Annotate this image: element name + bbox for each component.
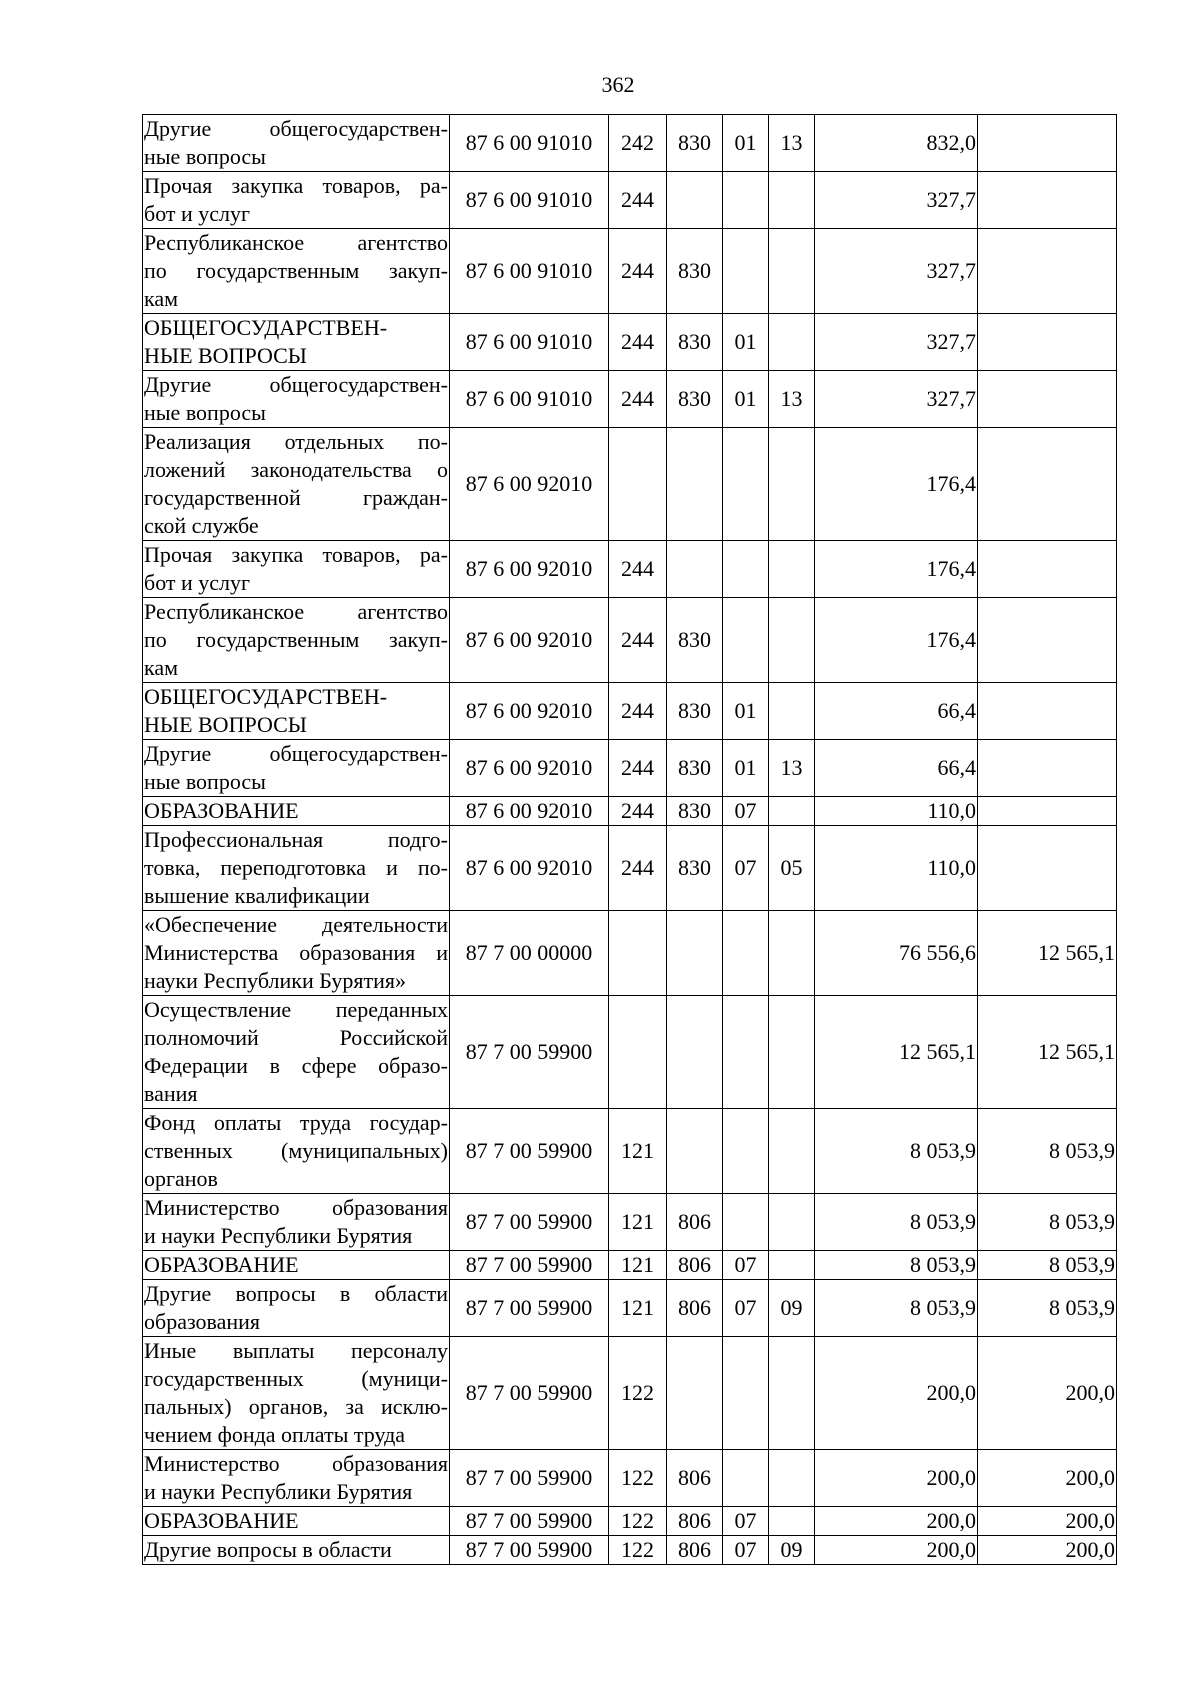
- item-name-line: и науки Республики Бурятия: [144, 1223, 413, 1248]
- administrator-cell: 830: [667, 371, 723, 428]
- item-name-line: ской службе: [144, 513, 259, 538]
- target-article-cell: 87 7 00 59900: [450, 1251, 609, 1280]
- table-row: [143, 1280, 1117, 1337]
- target-article-cell: 87 6 00 92010: [450, 740, 609, 797]
- item-name-line: органов: [144, 1166, 218, 1191]
- amount-cell: 8 053,9: [815, 1280, 978, 1337]
- subsection-cell: [769, 1450, 815, 1507]
- item-name-cell: [143, 911, 450, 996]
- item-name-cell: [143, 1507, 450, 1536]
- table-row: [143, 314, 1117, 371]
- administrator-cell: [667, 541, 723, 598]
- administrator-cell: 806: [667, 1536, 723, 1565]
- administrator-cell: [667, 172, 723, 229]
- item-name-line: Профессиональная подго-: [144, 827, 448, 852]
- subsection-cell: [769, 1251, 815, 1280]
- target-article-cell: 87 6 00 92010: [450, 797, 609, 826]
- budget-table: [142, 114, 1117, 1565]
- item-name-line: НЫЕ ВОПРОСЫ: [144, 712, 307, 737]
- item-name-cell: [143, 1194, 450, 1251]
- section-cell: 01: [723, 683, 769, 740]
- expense-type-cell: 244: [609, 541, 667, 598]
- target-article-cell: 87 6 00 92010: [450, 826, 609, 911]
- item-name-line: государственной граждан-: [144, 485, 448, 510]
- subsection-cell: 13: [769, 371, 815, 428]
- administrator-cell: 806: [667, 1251, 723, 1280]
- subsection-cell: [769, 541, 815, 598]
- item-name-cell: [143, 740, 450, 797]
- expense-type-cell: 244: [609, 683, 667, 740]
- subvention-amount-cell: 200,0: [978, 1507, 1117, 1536]
- subsection-cell: [769, 1337, 815, 1450]
- amount-cell: 66,4: [815, 740, 978, 797]
- administrator-cell: 830: [667, 683, 723, 740]
- subvention-amount-cell: 200,0: [978, 1450, 1117, 1507]
- section-cell: 07: [723, 797, 769, 826]
- expense-type-cell: 121: [609, 1109, 667, 1194]
- item-name-cell: [143, 1251, 450, 1280]
- subsection-cell: [769, 683, 815, 740]
- amount-cell: 200,0: [815, 1337, 978, 1450]
- administrator-cell: 830: [667, 314, 723, 371]
- subvention-amount-cell: 12 565,1: [978, 911, 1117, 996]
- administrator-cell: 830: [667, 797, 723, 826]
- item-name-line: ные вопросы: [144, 769, 266, 794]
- item-name-cell: [143, 1109, 450, 1194]
- item-name-line: по государственным закуп-: [144, 258, 448, 283]
- amount-cell: 12 565,1: [815, 996, 978, 1109]
- section-cell: [723, 172, 769, 229]
- item-name-cell: [143, 826, 450, 911]
- subsection-cell: [769, 797, 815, 826]
- subvention-amount-cell: 200,0: [978, 1337, 1117, 1450]
- target-article-cell: 87 7 00 59900: [450, 1109, 609, 1194]
- table-row: [143, 683, 1117, 740]
- table-body: [143, 115, 1117, 1565]
- section-cell: 07: [723, 1507, 769, 1536]
- item-name-line: образования: [144, 1309, 261, 1334]
- subsection-cell: [769, 1109, 815, 1194]
- expense-type-cell: 121: [609, 1194, 667, 1251]
- item-name-line: ОБРАЗОВАНИЕ: [144, 1252, 299, 1277]
- subsection-cell: 13: [769, 115, 815, 172]
- administrator-cell: 830: [667, 115, 723, 172]
- item-name-line: ОБРАЗОВАНИЕ: [144, 798, 299, 823]
- table-row: [143, 1109, 1117, 1194]
- section-cell: 01: [723, 314, 769, 371]
- expense-type-cell: 244: [609, 797, 667, 826]
- amount-cell: 327,7: [815, 371, 978, 428]
- table-row: [143, 541, 1117, 598]
- subsection-cell: [769, 229, 815, 314]
- subsection-cell: 13: [769, 740, 815, 797]
- expense-type-cell: [609, 428, 667, 541]
- administrator-cell: 806: [667, 1450, 723, 1507]
- target-article-cell: 87 6 00 91010: [450, 229, 609, 314]
- administrator-cell: 830: [667, 598, 723, 683]
- item-name-cell: [143, 598, 450, 683]
- subsection-cell: [769, 314, 815, 371]
- target-article-cell: 87 7 00 59900: [450, 1450, 609, 1507]
- item-name-line: Министерства образования и: [144, 940, 448, 965]
- target-article-cell: 87 7 00 59900: [450, 1507, 609, 1536]
- item-name-line: вания: [144, 1081, 198, 1106]
- item-name-cell: [143, 1280, 450, 1337]
- section-cell: [723, 1194, 769, 1251]
- item-name-line: Реализация отдельных по-: [144, 429, 448, 454]
- item-name-line: государственных (муници-: [144, 1366, 448, 1391]
- subvention-amount-cell: [978, 172, 1117, 229]
- amount-cell: 176,4: [815, 598, 978, 683]
- item-name-line: ственных (муниципальных): [144, 1138, 448, 1163]
- amount-cell: 8 053,9: [815, 1109, 978, 1194]
- item-name-cell: [143, 996, 450, 1109]
- item-name-line: полномочий Российской: [144, 1025, 448, 1050]
- item-name-cell: [143, 229, 450, 314]
- target-article-cell: 87 7 00 59900: [450, 1194, 609, 1251]
- subvention-amount-cell: 200,0: [978, 1536, 1117, 1565]
- target-article-cell: 87 6 00 92010: [450, 541, 609, 598]
- section-cell: [723, 911, 769, 996]
- item-name-cell: [143, 1450, 450, 1507]
- item-name-line: Федерации в сфере образо-: [144, 1053, 448, 1078]
- subsection-cell: [769, 1507, 815, 1536]
- subvention-amount-cell: 8 053,9: [978, 1280, 1117, 1337]
- item-name-line: бот и услуг: [144, 201, 251, 226]
- target-article-cell: 87 7 00 00000: [450, 911, 609, 996]
- target-article-cell: 87 6 00 91010: [450, 371, 609, 428]
- item-name-line: Другие вопросы в области: [144, 1281, 448, 1306]
- table-row: [143, 598, 1117, 683]
- subsection-cell: [769, 911, 815, 996]
- item-name-line: товка, переподготовка и по-: [144, 855, 448, 880]
- item-name-line: Прочая закупка товаров, ра-: [144, 542, 448, 567]
- item-name-line: ные вопросы: [144, 400, 266, 425]
- amount-cell: 832,0: [815, 115, 978, 172]
- target-article-cell: 87 6 00 92010: [450, 598, 609, 683]
- item-name-line: Другие вопросы в области: [144, 1537, 392, 1562]
- section-cell: 07: [723, 1536, 769, 1565]
- item-name-line: Прочая закупка товаров, ра-: [144, 173, 448, 198]
- section-cell: [723, 1109, 769, 1194]
- amount-cell: 327,7: [815, 172, 978, 229]
- section-cell: 07: [723, 826, 769, 911]
- subsection-cell: [769, 996, 815, 1109]
- table-row: [143, 996, 1117, 1109]
- subvention-amount-cell: [978, 371, 1117, 428]
- item-name-line: ложений законодательства о: [144, 457, 448, 482]
- expense-type-cell: 122: [609, 1536, 667, 1565]
- target-article-cell: 87 7 00 59900: [450, 1337, 609, 1450]
- subvention-amount-cell: [978, 229, 1117, 314]
- administrator-cell: 806: [667, 1194, 723, 1251]
- item-name-cell: [143, 1337, 450, 1450]
- expense-type-cell: 244: [609, 172, 667, 229]
- item-name-cell: [143, 115, 450, 172]
- administrator-cell: [667, 911, 723, 996]
- item-name-line: и науки Республики Бурятия: [144, 1479, 413, 1504]
- section-cell: 07: [723, 1280, 769, 1337]
- item-name-line: ОБРАЗОВАНИЕ: [144, 1508, 299, 1533]
- expense-type-cell: 121: [609, 1251, 667, 1280]
- section-cell: 01: [723, 115, 769, 172]
- subsection-cell: [769, 172, 815, 229]
- table-row: [143, 229, 1117, 314]
- amount-cell: 110,0: [815, 797, 978, 826]
- section-cell: [723, 598, 769, 683]
- subvention-amount-cell: [978, 797, 1117, 826]
- target-article-cell: 87 6 00 92010: [450, 683, 609, 740]
- expense-type-cell: 244: [609, 229, 667, 314]
- section-cell: 01: [723, 371, 769, 428]
- subvention-amount-cell: [978, 598, 1117, 683]
- amount-cell: 76 556,6: [815, 911, 978, 996]
- amount-cell: 327,7: [815, 314, 978, 371]
- amount-cell: 200,0: [815, 1536, 978, 1565]
- expense-type-cell: 242: [609, 115, 667, 172]
- section-cell: 07: [723, 1251, 769, 1280]
- table-row: [143, 172, 1117, 229]
- table-row: [143, 1507, 1117, 1536]
- subvention-amount-cell: 8 053,9: [978, 1251, 1117, 1280]
- subvention-amount-cell: [978, 826, 1117, 911]
- expense-type-cell: 121: [609, 1280, 667, 1337]
- administrator-cell: 806: [667, 1280, 723, 1337]
- administrator-cell: [667, 996, 723, 1109]
- item-name-line: науки Республики Бурятия»: [144, 968, 406, 993]
- table-row: [143, 1536, 1117, 1565]
- table-row: [143, 911, 1117, 996]
- item-name-line: Министерство образования: [144, 1451, 448, 1476]
- item-name-line: Фонд оплаты труда государ-: [144, 1110, 448, 1135]
- administrator-cell: [667, 1109, 723, 1194]
- section-cell: 01: [723, 740, 769, 797]
- item-name-line: Другие общегосударствен-: [144, 116, 448, 141]
- target-article-cell: 87 7 00 59900: [450, 1536, 609, 1565]
- expense-type-cell: 244: [609, 314, 667, 371]
- subvention-amount-cell: [978, 115, 1117, 172]
- table-row: [143, 371, 1117, 428]
- subvention-amount-cell: 8 053,9: [978, 1194, 1117, 1251]
- table-row: [143, 1194, 1117, 1251]
- item-name-line: вышение квалификации: [144, 883, 370, 908]
- expense-type-cell: [609, 911, 667, 996]
- administrator-cell: [667, 428, 723, 541]
- item-name-line: Министерство образования: [144, 1195, 448, 1220]
- expense-type-cell: 122: [609, 1337, 667, 1450]
- amount-cell: 327,7: [815, 229, 978, 314]
- expense-type-cell: 244: [609, 598, 667, 683]
- administrator-cell: 830: [667, 229, 723, 314]
- page-number: 362: [601, 72, 635, 97]
- item-name-line: Иные выплаты персоналу: [144, 1338, 448, 1363]
- amount-cell: 200,0: [815, 1450, 978, 1507]
- subvention-amount-cell: [978, 428, 1117, 541]
- item-name-line: Осуществление переданных: [144, 997, 448, 1022]
- item-name-cell: [143, 172, 450, 229]
- item-name-cell: [143, 797, 450, 826]
- amount-cell: 66,4: [815, 683, 978, 740]
- section-cell: [723, 996, 769, 1109]
- item-name-cell: [143, 314, 450, 371]
- amount-cell: 176,4: [815, 428, 978, 541]
- section-cell: [723, 1337, 769, 1450]
- item-name-line: кам: [144, 286, 179, 311]
- table-row: [143, 740, 1117, 797]
- item-name-line: «Обеспечение деятельности: [144, 912, 448, 937]
- subvention-amount-cell: [978, 541, 1117, 598]
- subvention-amount-cell: 8 053,9: [978, 1109, 1117, 1194]
- item-name-cell: [143, 371, 450, 428]
- administrator-cell: 830: [667, 740, 723, 797]
- item-name-cell: [143, 428, 450, 541]
- table-row: [143, 797, 1117, 826]
- item-name-line: по государственным закуп-: [144, 627, 448, 652]
- section-cell: [723, 428, 769, 541]
- expense-type-cell: 122: [609, 1507, 667, 1536]
- table-row: [143, 115, 1117, 172]
- expense-type-cell: 122: [609, 1450, 667, 1507]
- table-row: [143, 1251, 1117, 1280]
- table-row: [143, 1450, 1117, 1507]
- table-row: [143, 428, 1117, 541]
- subvention-amount-cell: [978, 683, 1117, 740]
- expense-type-cell: 244: [609, 826, 667, 911]
- amount-cell: 200,0: [815, 1507, 978, 1536]
- subvention-amount-cell: [978, 314, 1117, 371]
- table-row: [143, 1337, 1117, 1450]
- item-name-line: ОБЩЕГОСУДАРСТВЕН-: [144, 315, 388, 340]
- item-name-cell: [143, 1536, 450, 1565]
- item-name-line: чением фонда оплаты труда: [144, 1422, 406, 1447]
- item-name-cell: [143, 541, 450, 598]
- subsection-cell: [769, 428, 815, 541]
- target-article-cell: 87 7 00 59900: [450, 996, 609, 1109]
- subsection-cell: [769, 1194, 815, 1251]
- amount-cell: 176,4: [815, 541, 978, 598]
- subvention-amount-cell: 12 565,1: [978, 996, 1117, 1109]
- expense-type-cell: [609, 996, 667, 1109]
- table-row: [143, 826, 1117, 911]
- item-name-line: Республиканское агентство: [144, 230, 448, 255]
- item-name-line: Другие общегосударствен-: [144, 372, 448, 397]
- amount-cell: 8 053,9: [815, 1194, 978, 1251]
- target-article-cell: 87 6 00 92010: [450, 428, 609, 541]
- target-article-cell: 87 6 00 91010: [450, 314, 609, 371]
- subsection-cell: 09: [769, 1280, 815, 1337]
- subsection-cell: [769, 598, 815, 683]
- target-article-cell: 87 7 00 59900: [450, 1280, 609, 1337]
- item-name-line: кам: [144, 655, 179, 680]
- section-cell: [723, 541, 769, 598]
- amount-cell: 8 053,9: [815, 1251, 978, 1280]
- target-article-cell: 87 6 00 91010: [450, 115, 609, 172]
- item-name-line: ные вопросы: [144, 144, 266, 169]
- subsection-cell: 09: [769, 1536, 815, 1565]
- subsection-cell: 05: [769, 826, 815, 911]
- expense-type-cell: 244: [609, 740, 667, 797]
- subvention-amount-cell: [978, 740, 1117, 797]
- item-name-cell: [143, 683, 450, 740]
- item-name-line: Другие общегосударствен-: [144, 741, 448, 766]
- target-article-cell: 87 6 00 91010: [450, 172, 609, 229]
- administrator-cell: [667, 1337, 723, 1450]
- item-name-line: НЫЕ ВОПРОСЫ: [144, 343, 307, 368]
- section-cell: [723, 229, 769, 314]
- administrator-cell: 806: [667, 1507, 723, 1536]
- amount-cell: 110,0: [815, 826, 978, 911]
- item-name-line: пальных) органов, за исклю-: [144, 1394, 448, 1419]
- administrator-cell: 830: [667, 826, 723, 911]
- item-name-line: бот и услуг: [144, 570, 251, 595]
- section-cell: [723, 1450, 769, 1507]
- item-name-line: ОБЩЕГОСУДАРСТВЕН-: [144, 684, 388, 709]
- item-name-line: Республиканское агентство: [144, 599, 448, 624]
- expense-type-cell: 244: [609, 371, 667, 428]
